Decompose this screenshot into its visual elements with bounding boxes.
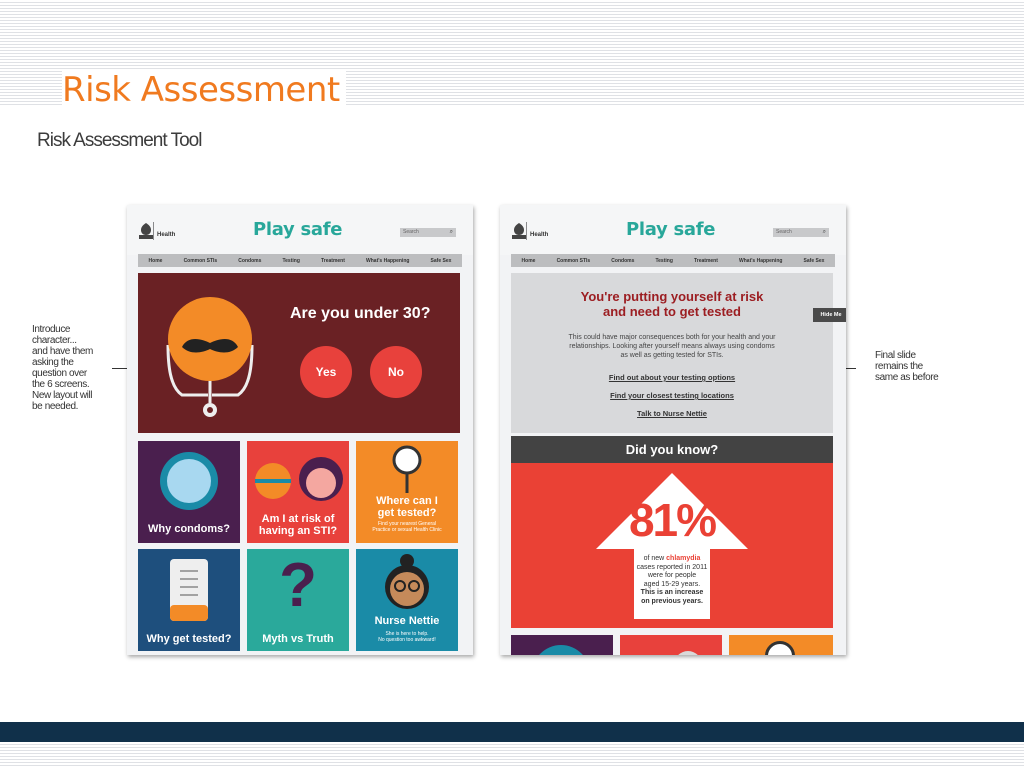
tile-myth-vs-truth[interactable] bbox=[247, 549, 349, 651]
result-paragraph bbox=[531, 333, 813, 360]
nav-item-home[interactable]: Home bbox=[521, 257, 536, 264]
search-input[interactable] bbox=[400, 228, 456, 237]
tile-subtext-line: Practice or sexual Health Clinic bbox=[372, 527, 442, 533]
logo-text: Health bbox=[530, 232, 549, 238]
stat-line bbox=[511, 555, 833, 564]
stat-line: were for people bbox=[647, 572, 697, 579]
tile-why-condoms[interactable] bbox=[138, 441, 240, 543]
paragraph-line: relationships. Looking after yourself means always using condoms bbox=[569, 343, 775, 350]
result-headline bbox=[511, 289, 833, 319]
tile-subtext bbox=[356, 631, 458, 643]
hide-me-button[interactable]: Hide Me bbox=[813, 308, 846, 322]
tile-am-i-at-risk[interactable] bbox=[247, 441, 349, 543]
note-right-line: Final slide bbox=[875, 350, 916, 361]
tile-why-condoms[interactable] bbox=[511, 635, 613, 655]
condom-icon bbox=[159, 451, 219, 511]
site-header bbox=[500, 205, 846, 255]
nav-item-treatment[interactable]: Treatment bbox=[694, 257, 718, 264]
site-brand[interactable]: Play safe bbox=[626, 219, 716, 240]
tile-caption-line: get tested? bbox=[377, 507, 437, 519]
stat-line: on previous years. bbox=[641, 597, 703, 605]
tile-subtext-line: No question too awkward! bbox=[378, 637, 436, 643]
nav-item-common-stis[interactable]: Common STIs bbox=[183, 257, 218, 264]
link-testing-options[interactable]: Find out about your testing options bbox=[608, 373, 736, 382]
tile-subtext-line: She is here to help. bbox=[385, 631, 429, 637]
condom-icon bbox=[532, 645, 590, 655]
note-left-line: and have them bbox=[32, 346, 93, 357]
note-left-line: question over bbox=[32, 368, 87, 379]
search-placeholder: Search bbox=[776, 229, 792, 235]
nsw-health-logo bbox=[138, 222, 182, 242]
link-testing-locations[interactable]: Find your closest testing locations bbox=[610, 391, 734, 400]
person-icon bbox=[674, 651, 702, 655]
link-nurse-nettie[interactable]: Talk to Nurse Nettie bbox=[637, 409, 707, 418]
footer-bar bbox=[0, 722, 1024, 742]
yes-button[interactable]: Yes bbox=[300, 346, 352, 398]
site-header bbox=[127, 205, 473, 255]
note-left-line: the 6 screens. bbox=[32, 379, 90, 390]
logo-text: Health bbox=[157, 232, 176, 238]
slide-title: Risk Assessment bbox=[62, 70, 346, 110]
location-pin-icon bbox=[390, 445, 424, 495]
left-screen-mockup bbox=[127, 205, 473, 655]
note-left-line: New layout will bbox=[32, 390, 93, 401]
note-left bbox=[32, 324, 93, 412]
stat-value: 81% bbox=[628, 494, 716, 546]
tile-subtext bbox=[356, 521, 458, 533]
note-right-line: same as before bbox=[875, 372, 939, 383]
slide-subtitle: Risk Assessment Tool bbox=[37, 130, 202, 151]
nav-item-testing[interactable]: Testing bbox=[282, 257, 300, 264]
tile-why-get-tested[interactable] bbox=[138, 549, 240, 651]
stat-highlight: chlamydia bbox=[666, 555, 701, 562]
stat-description bbox=[511, 555, 833, 606]
stat-panel bbox=[511, 463, 833, 628]
nav-item-condoms[interactable]: Condoms bbox=[238, 257, 262, 264]
tile-caption-line: Am I at risk of bbox=[261, 513, 335, 525]
tile-caption-line: Where can I bbox=[376, 495, 438, 507]
beaker-icon bbox=[166, 557, 212, 623]
tile-caption: Myth vs Truth bbox=[262, 633, 334, 645]
tile-caption: Nurse Nettie bbox=[374, 615, 440, 627]
nav-item-whats-happening[interactable]: What's Happening bbox=[739, 257, 783, 264]
tile-am-i-at-risk[interactable] bbox=[620, 635, 722, 655]
headline-line: You're putting yourself at risk bbox=[580, 289, 764, 304]
footer-stripes bbox=[0, 742, 1024, 768]
note-left-line: character... bbox=[32, 335, 77, 346]
nav-item-condoms[interactable]: Condoms bbox=[611, 257, 635, 264]
tile-caption: Why condoms? bbox=[148, 523, 230, 535]
stat-line: This is an increase bbox=[640, 589, 704, 596]
note-right-line: remains the bbox=[875, 361, 923, 372]
tile-caption bbox=[247, 513, 349, 537]
stat-line: aged 15-29 years. bbox=[643, 580, 701, 588]
nav-item-safe-sex[interactable]: Safe Sex bbox=[430, 257, 452, 264]
note-left-line: be needed. bbox=[32, 401, 79, 412]
question-text: Are you under 30? bbox=[290, 305, 431, 322]
nav-item-treatment[interactable]: Treatment bbox=[321, 257, 345, 264]
search-placeholder: Search bbox=[403, 229, 419, 235]
stat-line: cases reported in 2011 bbox=[636, 563, 708, 571]
tile-caption: Why get tested? bbox=[146, 633, 232, 645]
nurse-avatar-icon bbox=[384, 553, 430, 611]
doctor-character-icon bbox=[160, 295, 260, 419]
people-icon bbox=[253, 453, 345, 503]
headline-line: and need to get tested bbox=[603, 304, 741, 319]
tile-where-get-tested[interactable] bbox=[729, 635, 833, 655]
site-brand[interactable]: Play safe bbox=[253, 219, 343, 240]
paragraph-line: This could have major consequences both for your health and your bbox=[568, 334, 776, 341]
search-input[interactable] bbox=[773, 228, 829, 237]
question-hero bbox=[138, 273, 460, 433]
waratah-icon bbox=[138, 222, 154, 240]
location-pin-icon bbox=[765, 641, 795, 655]
nav-item-home[interactable]: Home bbox=[148, 257, 163, 264]
tile-nurse-nettie[interactable] bbox=[356, 549, 458, 651]
tile-where-get-tested[interactable] bbox=[356, 441, 458, 543]
paragraph-line: as well as getting tested for STIs. bbox=[620, 352, 724, 359]
tile-caption bbox=[356, 495, 458, 519]
site-nav bbox=[511, 254, 835, 267]
stat-prefix: of new bbox=[643, 555, 667, 562]
search-icon: ⌕ bbox=[449, 229, 453, 235]
tile-subtext-line: Find your nearest General bbox=[377, 521, 437, 527]
site-nav bbox=[138, 254, 462, 267]
note-left-line: Introduce bbox=[32, 324, 71, 335]
note-right bbox=[875, 350, 938, 383]
nav-item-whats-happening[interactable]: What's Happening bbox=[366, 257, 410, 264]
nav-item-common-stis[interactable]: Common STIs bbox=[556, 257, 591, 264]
right-screen-mockup bbox=[500, 205, 846, 655]
result-panel bbox=[511, 273, 833, 433]
nav-item-testing[interactable]: Testing bbox=[655, 257, 673, 264]
question-mark-icon: ? bbox=[279, 551, 317, 620]
search-icon: ⌕ bbox=[822, 229, 826, 235]
nav-item-safe-sex[interactable]: Safe Sex bbox=[803, 257, 825, 264]
no-button[interactable]: No bbox=[370, 346, 422, 398]
note-left-line: asking the bbox=[32, 357, 74, 368]
waratah-icon bbox=[511, 222, 527, 240]
nsw-health-logo bbox=[511, 222, 555, 242]
did-you-know-banner: Did you know? bbox=[511, 436, 833, 463]
tile-caption-line: having an STI? bbox=[258, 525, 338, 537]
